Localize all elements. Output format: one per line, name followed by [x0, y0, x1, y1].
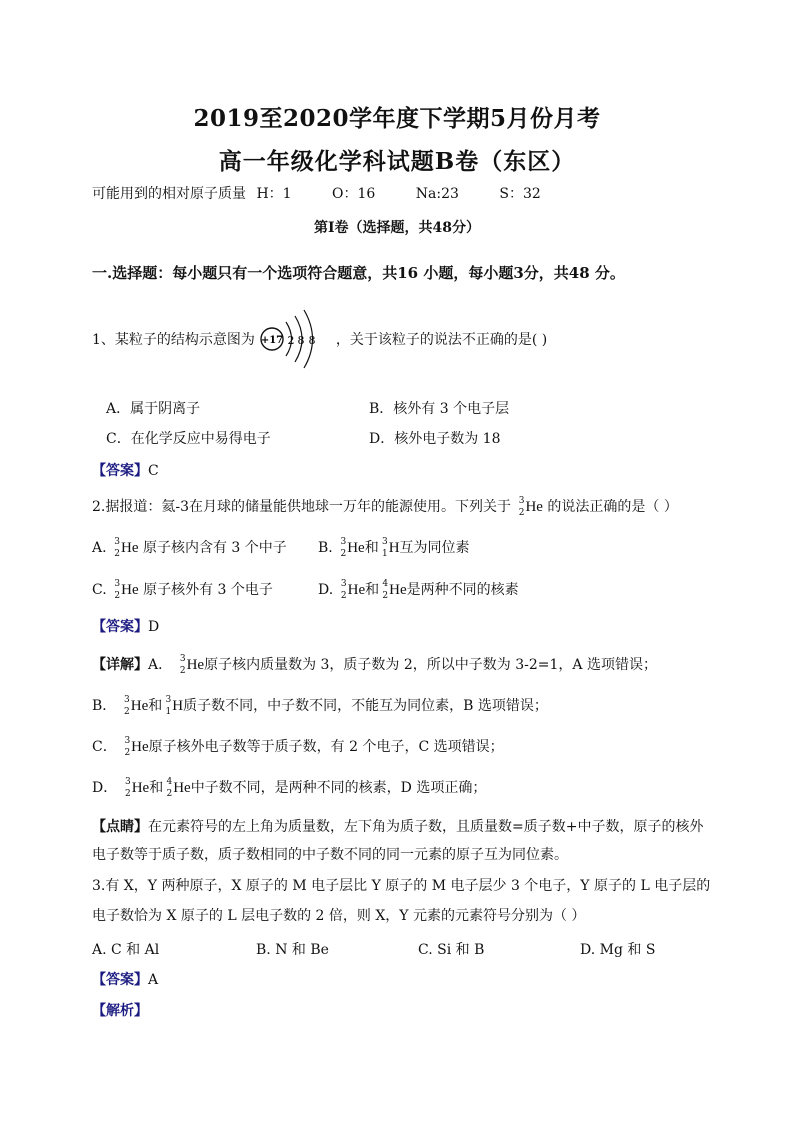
part-intro: 一.选择题：每小题只有一个选项符合题意，共16 小题，每小题3分，共48 分。: [92, 264, 625, 282]
nucleus-charge: +17: [261, 335, 284, 346]
nuclide-he3: 3 2: [518, 496, 525, 518]
q3-option-d: D. Mg 和 S: [580, 942, 656, 958]
q1-option-b: B．核外有 3 个电子层: [369, 401, 510, 417]
mass-na: Na:23: [415, 186, 459, 202]
title-line-1: 2019至2020学年度下学期5月份月考: [193, 105, 601, 132]
q3-answer: [92, 970, 158, 990]
q2-option-a: A. 3 2 He 原子核内含有 3 个中子: [92, 537, 287, 559]
q1-answer-value: C: [148, 463, 159, 479]
q3-analysis-tag: 【解析】: [92, 1003, 148, 1019]
q1-answer: [92, 461, 159, 481]
q2-stem-post: 的说法正确的是（ ）: [547, 499, 678, 515]
q2-detail-tag: 【详解】: [92, 657, 148, 673]
q3-answer-value: A: [148, 972, 159, 988]
atomic-masses-line: [92, 184, 541, 204]
q2-detail-b: B． 3 2 He和 3 1 H质子数不同，中子数不同，不能互为同位素，B 选项错误；: [92, 695, 548, 717]
q2-stem-pre: 2.据报道：氦-3在月球的储量能供地球一万年的能源使用。下列关于: [92, 499, 511, 515]
shell-count-3: 8: [308, 334, 316, 347]
q1-option-c: C．在化学反应中易得电子: [106, 431, 271, 447]
q2-answer-tag: 【答案】: [92, 619, 148, 635]
q2-option-c: C. 3 2 He 原子核外有 3 个电子: [92, 579, 273, 601]
mass-o: O：16: [332, 186, 376, 202]
q1-option-d: D．核外电子数为 18: [369, 431, 501, 447]
q2-point-line-1: 【点睛】在元素符号的左上角为质量数，左下角为质子数，且质量数=质子数+中子数，原子的核外: [92, 819, 704, 835]
masses-label: 可能用到的相对原子质量: [92, 186, 246, 202]
q2-answer-value: D: [148, 619, 160, 635]
q1-option-a: A．属于阴离子: [106, 401, 201, 417]
mass-s: S：32: [499, 186, 541, 202]
q2-detail-c: C． 3 2 He原子核外电子数等于质子数，有 2 个电子，C 选项错误；: [92, 736, 504, 758]
title-line-2: 高一年级化学科试题B卷（东区）: [218, 148, 576, 175]
q3-option-c: C. Si 和 B: [418, 942, 485, 958]
q3-answer-tag: 【答案】: [92, 972, 148, 988]
q1-answer-tag: 【答案】: [92, 463, 148, 479]
mass-h: H：1: [256, 186, 292, 202]
q3-option-b: B. N 和 Be: [256, 942, 329, 958]
q2-answer: [92, 617, 159, 637]
section-heading: 第I卷（选择题，共48分）: [313, 220, 481, 236]
atom-structure-diagram: [259, 304, 329, 374]
q1-stem-post: ，关于该粒子的说法不正确的是( ): [335, 332, 548, 348]
q3-option-a: A. C 和 Al: [92, 942, 160, 958]
q2-point-tag: 【点睛】: [92, 819, 148, 835]
q1-stem: [92, 330, 547, 350]
q3-analysis: [92, 1001, 148, 1021]
q1-stem-pre: 1、某粒子的结构示意图为: [92, 332, 255, 348]
q2-option-d: D. 3 2 He和 4 2 He是两种不同的核素: [318, 579, 519, 601]
shell-count-2: 8: [297, 334, 305, 347]
q3-stem-line-1: 3.有 X，Y 两种原子，X 原子的 M 电子层比 Y 原子的 M 电子层少 3 个电子，Y 原子的 L 电子层的: [92, 878, 711, 894]
q2-stem: 2.据报道：氦-3在月球的储量能供地球一万年的能源使用。下列关于 3 2 He 的说法正确的是（ ）: [92, 496, 678, 518]
q3-stem-line-2: 电子数恰为 X 原子的 L 层电子数的 2 倍，则 X，Y 元素的元素符号分别为（ ）: [92, 908, 586, 924]
q2-detail-a: 【详解】A． 3 2 He原子核内质量数为 3，质子数为 2，所以中子数为 3-2=1，A 选项错误；: [92, 654, 657, 676]
q2-point-line-2: 电子数等于质子数，质子数相同的中子数不同的同一元素的原子互为同位素。: [92, 847, 568, 863]
q2-detail-d: D． 3 2 He和 4 2 He中子数不同，是两种不同的核素，D 选项正确；: [92, 777, 487, 799]
shell-count-1: 2: [287, 334, 295, 347]
q2-option-b: B. 3 2 He和 3 1 H互为同位素: [318, 537, 470, 559]
